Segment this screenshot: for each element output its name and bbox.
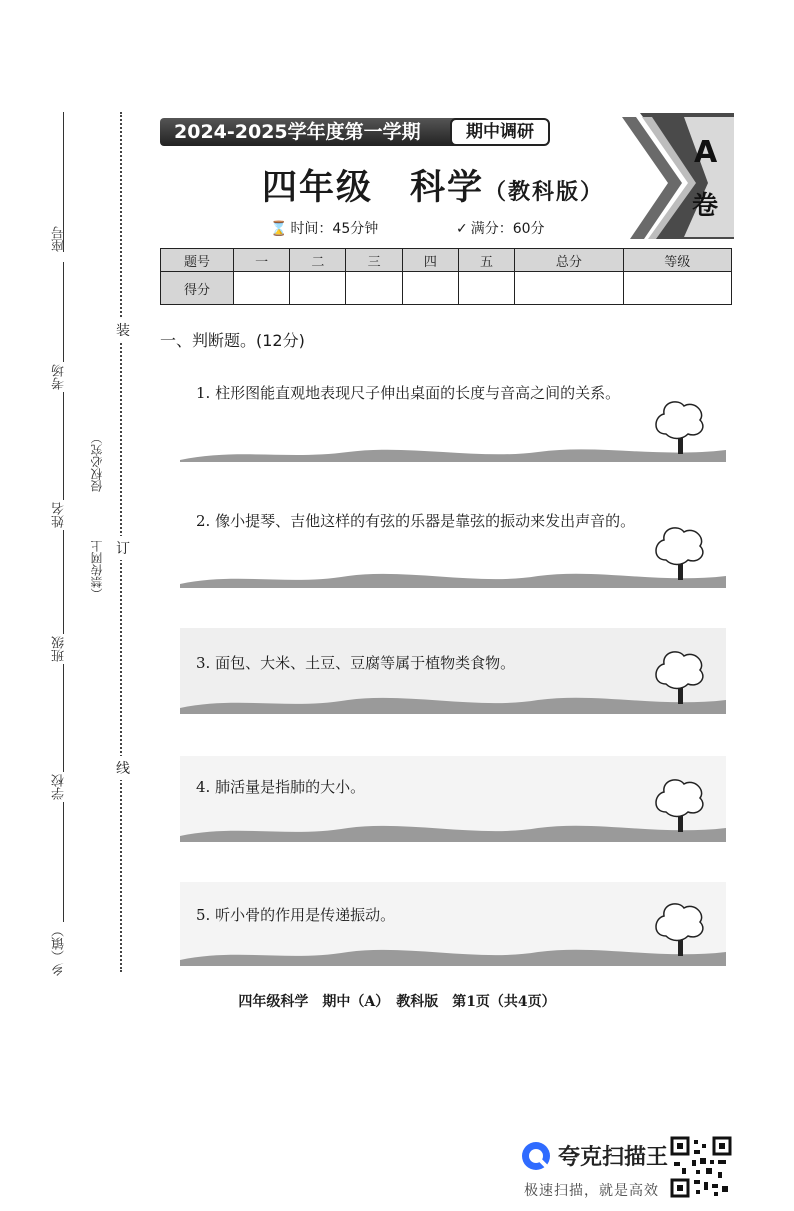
question-item [178,628,730,718]
exam-room-label: 考场 [52,364,67,390]
question-item [178,506,730,596]
page-footer: 四年级科学 期中（A） 教科版 第1页（共4页） [238,994,556,1010]
seat-label: 座号 [52,226,67,252]
score-row-label: 得分 [161,272,234,305]
score-cell[interactable] [623,272,731,305]
score-cell[interactable] [346,272,402,305]
tree-icon [656,402,703,454]
school-label: 学校 [52,774,67,800]
binding-xian: 线 [116,756,130,780]
question-item [178,756,730,846]
binding-ding: 订 [116,536,130,560]
score-header-cell: 四 [402,249,458,272]
answer-ground-icon [178,756,730,846]
no-upload-note: （禁传网上 [90,540,104,600]
name-field[interactable] [63,530,64,634]
score-table-score-row [161,272,732,305]
title-main: 四年级 科学 [262,167,485,208]
question-item [178,882,730,972]
score-table-header-row [161,249,732,272]
scanner-app-name: 夸克扫描王 [558,1145,669,1170]
question-text: 2. 像小提琴、吉他这样的有弦的乐器是靠弦的振动来发出声音的。 [196,512,636,530]
page-title [262,160,604,210]
full-score [456,218,545,238]
quark-logo-icon [520,1140,554,1174]
score-header-cell: 等级 [623,249,731,272]
score-header-cell: 题号 [161,249,234,272]
paper-a-badge [622,113,734,239]
binding-zhuang: 装 [116,318,130,342]
term-banner [160,118,550,146]
badge-juan: 卷 [692,191,719,221]
question-text: 3. 面包、大米、土豆、豆腐等属于植物类食物。 [196,654,516,672]
score-table [160,248,732,305]
school-field[interactable] [63,802,64,922]
seat-field[interactable] [63,262,64,362]
score-cell[interactable] [402,272,458,305]
full-score-text: 满分：60分 [470,221,545,237]
class-field[interactable] [63,664,64,772]
check-circle-icon: ✓ [456,221,468,237]
school-year: 2024-2025学年度第一学期 [160,118,456,146]
question-text: 4. 肺活量是指肺的大小。 [196,778,366,796]
score-cell[interactable] [515,272,623,305]
exam-room-field[interactable] [63,392,64,500]
score-cell[interactable] [458,272,514,305]
name-label: 姓名 [52,502,67,528]
score-header-cell: 总分 [515,249,623,272]
badge-letter: A [694,135,718,170]
section-title: 一、判断题。(12分) [160,331,305,350]
rights-note: 侵权必究） [90,432,104,492]
question-text: 1. 柱形图能直观地表现尺子伸出桌面的长度与音高之间的关系。 [196,384,621,402]
exam-time [270,218,378,238]
tree-icon [656,528,703,580]
score-cell[interactable] [290,272,346,305]
answer-ground-icon [178,506,730,596]
town-label: 乡（镇） [52,924,67,976]
score-header-cell: 五 [458,249,514,272]
answer-ground-icon [178,378,730,468]
question-item [178,378,730,468]
hourglass-icon: ⌛ [270,221,288,237]
score-cell[interactable] [234,272,290,305]
title-edition: （教科版） [484,179,605,205]
score-header-cell: 二 [290,249,346,272]
exam-time-text: 时间：45分钟 [290,221,379,237]
score-header-cell: 一 [234,249,290,272]
class-label: 班级 [52,636,67,662]
score-header-cell: 三 [346,249,402,272]
scanner-slogan: 极速扫描，就是高效 [524,1183,659,1199]
qr-code-icon [670,1136,732,1198]
exam-type-tag: 期中调研 [450,118,550,146]
question-text: 5. 听小骨的作用是传递振动。 [196,906,396,924]
